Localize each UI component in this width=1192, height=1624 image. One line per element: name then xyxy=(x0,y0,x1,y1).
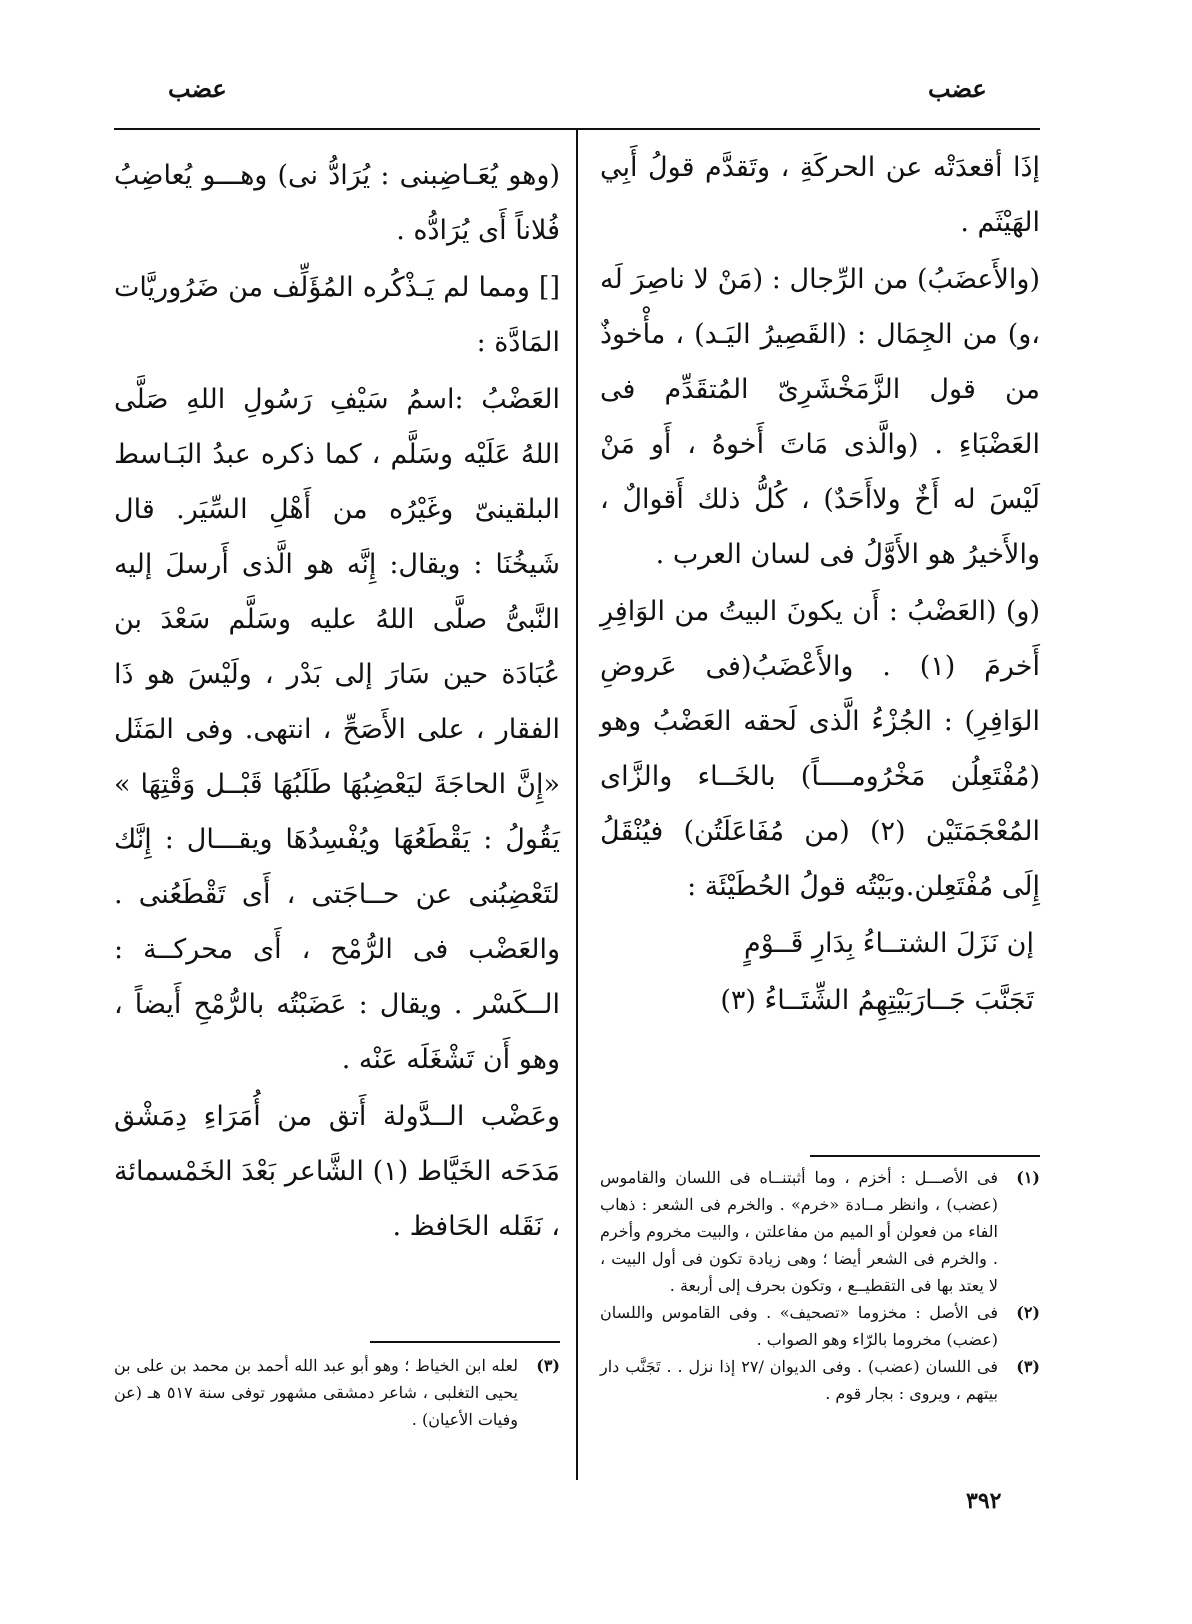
right-paragraph: إذَا أقعدَتْه عن الحركَةِ ، وتَقدَّم قولُ أَبِي الهَيْثَم . xyxy=(600,152,1040,238)
footnote-rule-right xyxy=(810,1155,1040,1157)
page-number: ٣٩٢ xyxy=(966,1488,1002,1514)
right-column xyxy=(600,140,1040,1030)
footnote-text: فى الأصـــل : أخزم ، وما أثبتنــاه فى اللسان والقاموس (عضب) ، وانظر مــادة «خرم» . والخرم فى الشعر : ذهاب الفاء من فعولن أو الميم من مفاعلتن ، والبيت مخروم وأخرم . والخرم فى الشعر أيضا ؛ وهى زيادة تكون فى أول البيت ، لا يعتد بها فى التقطيــع ، وتكون بحرف إلى أربعة . xyxy=(600,1168,998,1295)
right-paragraph: (و) (العَضْبُ : أَن يكونَ البيتُ من الوَافِرِ أَخرمَ (١) . والأَعْضَبُ(فى عَروضِ الوَافِرِ) : الجُزْءُ الَّذى لَحقه العَضْبُ وهو (مُفْتَعِلُن مَخْرُومــــاً) بالخَــاء والزَّاى المُعْجَمَتَيْن (٢) (من مُفَاعَلَتُن) فيُنْقَلُ إِلَى مُفْتَعِلن.وبَيْتُه قولُ الحُطَيْئَة : xyxy=(600,596,1040,902)
footnotes-left xyxy=(114,1352,560,1433)
footnote-text: فى الأصل : مخزوما «تصحيف» . وفى القاموس واللسان (عضب) مخروما بالرّاء وهو الصواب . xyxy=(600,1303,998,1349)
footnotes-right xyxy=(600,1164,1040,1407)
footnote-number: (٢) xyxy=(1016,1303,1040,1322)
verse-line-1: إن نَزَلَ الشتــاءُ بِدَارِ قَــوْمٍ xyxy=(743,928,1034,959)
left-paragraph: [] ومما لم يَـذْكُره المُؤَلِّف من ضَرُوريَّات المَادَّة : xyxy=(114,272,560,358)
verse-line-2: تَجَنَّبَ جَــارَبَيْتِهِمُ الشِّتَــاءُ (٣) xyxy=(720,985,1034,1016)
footnote-text: لعله ابن الخياط ؛ وهو أبو عبد الله أحمد بن محمد بن على بن يحيى التغلبى ، شاعر دمشقى مشهور توفى سنة ٥١٧ هـ (عن وفيات الأعيان) . xyxy=(114,1356,518,1429)
footnote-text: فى اللسان (عضب) . وفى الديوان /٢٧ إذا نزل . . تَجَنَّب دار بيتهم ، ويروى : بجار قوم . xyxy=(600,1357,998,1403)
left-paragraph: وعَضْب الــدَّولة أَتق من أُمَرَاءِ دِمَشْق مَدَحَه الخَيَّاط (١) الشَّاعر بَعْدَ الخَمْسمائة ، نَقَله الحَافظ . xyxy=(114,1101,560,1242)
running-head-right: عضب xyxy=(928,74,987,103)
left-paragraph: العَضْبُ :اسمُ سَيْفِ رَسُولِ اللهِ صَلَّى اللهُ عَلَيْه وسَلَّم ، كما ذكره عبدُ البَـاسط البلقينىّ وغَيْرُه من أَهْلِ السِّيَر. قال شَيخُنَا : ويقال: إِنَّه هو الَّذى أَرسلَ إليه النَّبىُّ صلَّى اللهُ عليه وسَلَّم سَعْدَ بن عُبَادَة حين سَارَ إلى بَدْر ، ولَيْسَ هو ذَا الفقار ، على الأَصَحِّ ، انتهى. وفى المَثَل «إِنَّ الحاجَةَ ليَعْضِبُهَا طَلَبُهَا قَبْــل وَقْتِهَا » يَقُولُ : يَقْطَعُهَا ويُفْسِدُهَا ويقـــال : إِنَّك لتَعْضِبُنى عن حــاجَتى ، أَى تَقْطَعُنى . والعَضْب فى الرُّمْح ، أَى محركــة : الــكَسْر . ويقال : عَضَبْتُه بالرُّمْحِ أَيضاً ، وهو أَن تَشْغَلَه عَنْه . xyxy=(114,384,560,1075)
footnote-number: (١) xyxy=(1016,1168,1040,1187)
footnote-number: (٣) xyxy=(536,1356,560,1375)
left-column xyxy=(114,148,560,1256)
footnote-rule-left xyxy=(370,1341,560,1343)
right-paragraph: (والأَعضَبُ) من الرِّجال : (مَنْ لا ناصِرَ لَه ،و) من الجِمَال : (القَصِيرُ اليَـد) ، مأْخوذٌ من قول الزَّمَخْشَرِىّ المُتقَدِّم فى العَضْبَاءِ . (والَّذى مَاتَ أَخوهُ ، أَو مَنْ لَيْسَ له أَخٌ ولاأَحَدٌ) ، كُلُّ ذلك أَقوالٌ ، والأَخيرُ هو الأَوَّلُ فى لسان العرب . xyxy=(600,264,1040,570)
footnote xyxy=(600,1299,1040,1353)
footnote xyxy=(600,1353,1040,1407)
footnote xyxy=(600,1164,1040,1299)
footnote-number: (٣) xyxy=(1016,1357,1040,1376)
left-paragraph: (وهو يُعَـاضِبنى : يُرَادُّ نى) وهـــو يُعاضِبُ فُلاناً أَى يُرَادُّه . xyxy=(114,160,560,246)
footnote xyxy=(114,1352,560,1433)
running-head-left: عضب xyxy=(168,74,227,103)
column-divider xyxy=(576,128,578,1480)
